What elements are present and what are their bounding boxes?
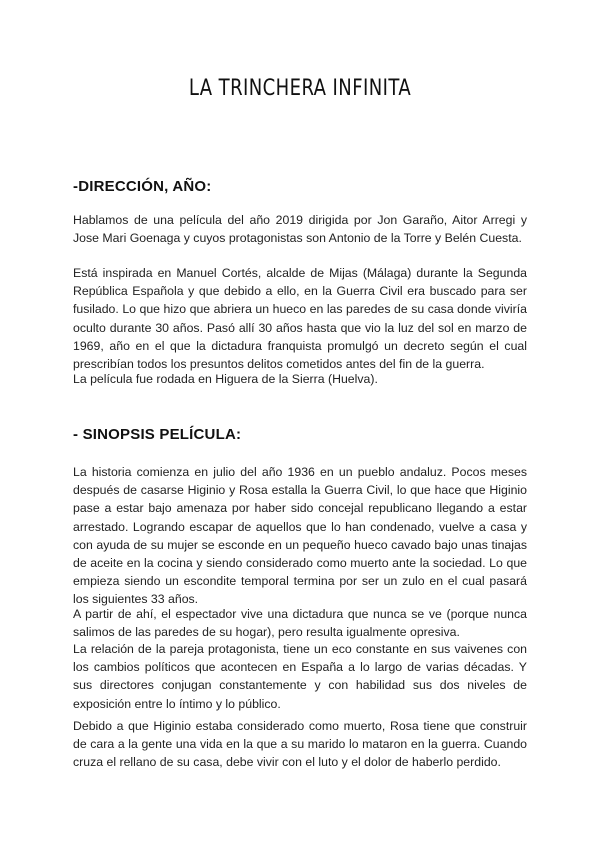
- document-title: LA TRINCHERA INFINITA: [188, 76, 412, 101]
- paragraph: La película fue rodada en Higuera de la Sierra (Huelva).: [73, 372, 378, 386]
- section-heading-direccion: -DIRECCIÓN, AÑO:: [73, 178, 212, 195]
- paragraph: Está inspirada en Manuel Cortés, alcalde de Mijas (Málaga) durante la Segunda República Española y que debido a ello, en la Guerra Civil era buscado para ser fusilado. Lo que hizo que abriera un hueco en las paredes de su casa donde viviría oculto durante 30 años. Pasó allí 30 años hasta que vio la luz del sol en marzo de 1969, año en el que la dictadura franquista promulgó un decreto según el cual prescribían todos los presuntos delitos cometidos antes del fin de la guerra.: [73, 266, 527, 372]
- paragraph: La relación de la pareja protagonista, tiene un eco constante en sus vaivenes con los cambios políticos que acontecen en España a lo largo de varias décadas. Y sus directores conjugan constantemente y con habilidad sus dos niveles de exposición entre lo íntimo y lo público.: [73, 642, 527, 711]
- paragraph: A partir de ahí, el espectador vive una dictadura que nunca se ve (porque nunca salimos de las paredes de su hogar), pero resulta igualmente opresiva.: [73, 607, 527, 640]
- paragraph: Debido a que Higinio estaba considerado como muerto, Rosa tiene que construir de cara a la gente una vida en la que a su marido lo mataron en la guerra. Cuando cruza el rellano de su casa, debe vivir con el luto y el dolor de haberlo perdido.: [73, 719, 527, 770]
- paragraph: Hablamos de una película del año 2019 dirigida por Jon Garaño, Aitor Arregi y Jose Mari Goenaga y cuyos protagonistas son Antonio de la Torre y Belén Cuesta.: [73, 213, 527, 246]
- paragraph: La historia comienza en julio del año 1936 en un pueblo andaluz. Pocos meses después de casarse Higinio y Rosa estalla la Guerra Civil, lo que hace que Higinio pase a estar bajo amenaza por haber sido concejal republicano llegando a estar arrestado. Logrando escapar de aquellos que lo han condenado, vuelve a casa y con ayuda de su mujer se esconde en un pequeño hueco cavado bajo unas tinajas de aceite en la cocina y siendo considerado como muerto ante la sociedad. Lo que empieza siendo un escondite temporal termina por ser un zulo en el cual pasará los siguientes 33 años.: [73, 465, 527, 607]
- section-heading-sinopsis: - SINOPSIS PELÍCULA:: [73, 426, 242, 443]
